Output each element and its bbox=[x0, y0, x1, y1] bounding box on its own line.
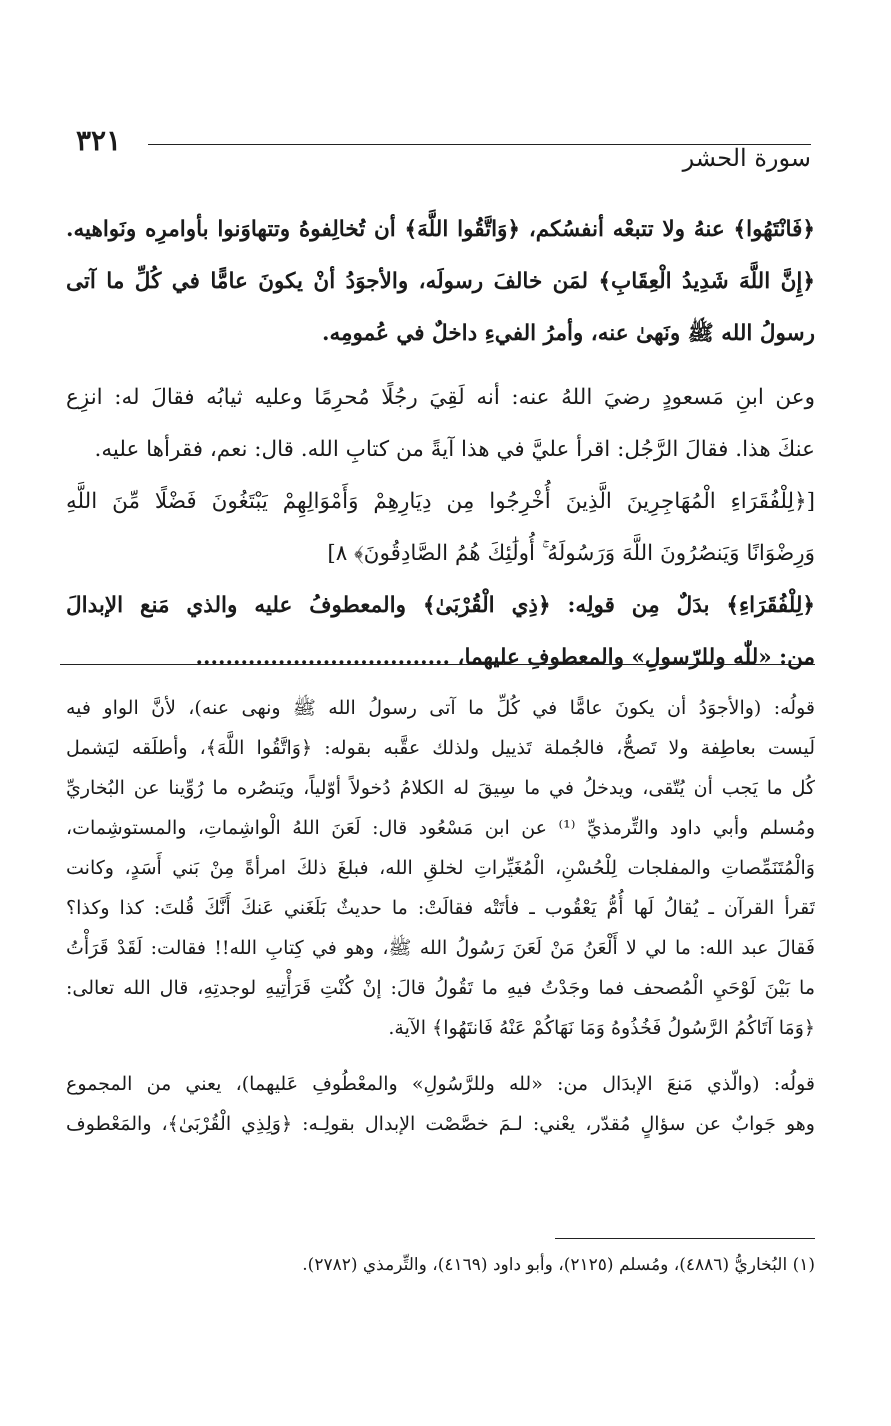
page-number: ٣٢١ bbox=[76, 124, 122, 157]
verse-line: وَرِضْوَانًا وَيَنصُرُونَ اللَّهَ وَرَسُولَهُ ۚ أُولَٰئِكَ هُمُ الصَّادِقُونَ﴾ ٨] bbox=[327, 541, 815, 566]
main-text bbox=[66, 204, 815, 684]
commentary-line: لَيست بعاطِفة ولا تَصحُّ، فالجُملة تَذييل ولذلك عقَّبه بقوله: ﴿وَاتَّقُوا اللَّهَ﴾، وأطلَقه ليَشمل bbox=[66, 737, 815, 759]
text-line: ﴿إِنَّ اللَّهَ شَدِيدُ الْعِقَابِ﴾ لمَن خالفَ رسولَه، والأجوَدُ أنْ يكونَ عامًّا في كُلِّ ما آتى bbox=[66, 269, 815, 294]
commentary-line: ﴿وَمَا آتَاكُمُ الرَّسُولُ فَخُذُوهُ وَمَا نَهَاكُمْ عَنْهُ فَانتَهُوا﴾ الآية. bbox=[388, 1017, 815, 1039]
footnote-rule bbox=[555, 1238, 815, 1239]
commentary-line: تَقرأ القرآن ـ يُقالُ لَها أُمُّ يَعْقُوب ـ فأتَتْه فقالَتْ: ما حديثٌ بَلَغَني عَنكَ أَنَّكَ قُلتَ: كذا وكذا؟ bbox=[66, 897, 815, 919]
separator-rule bbox=[60, 664, 815, 665]
text-line: رسولُ الله ﷺ ونَهىٰ عنه، وأمرُ الفيءِ داخلٌ في عُمومِه. bbox=[322, 321, 815, 346]
commentary-line: قولُه: (والأجوَدُ أن يكونَ عامًّا في كُلِّ ما آتى رسولُ الله ﷺ ونهى عنه)، لأنَّ الواو فيه bbox=[66, 697, 815, 719]
commentary-line: وهو جَوابٌ عن سؤالٍ مُقدّر، يعْني: لـمَ خصَّصْت الإبدال بقولِـه: ﴿وَلِذِي الْقُرْبَىٰ﴾، والمَعْطوف bbox=[66, 1113, 815, 1135]
text-line: ﴿فَانْتَهُوا﴾ عنهُ ولا تتبعْه أنفسُكم، ﴿وَاتَّقُوا اللَّهَ﴾ أن تُخالِفوهُ وتتهاوَنوا بأوامرِه ونَواهيه. bbox=[66, 217, 815, 242]
commentary-line: ومُسلم وأبي داود والتِّرمذيِّ ⁽¹⁾ عن ابن مَسْعُود قال: لَعَنَ اللهُ الْواشِماتِ، والمستوشِمات، bbox=[66, 817, 815, 839]
text-line: عنكَ هذا. فقالَ الرَّجُل: اقرأ عليَّ في هذا آيةً من كتابِ الله. قال: نعم، فقرأها عليه. bbox=[94, 437, 815, 462]
text-line: وعن ابنِ مَسعودٍ رضيَ اللهُ عنه: أنه لَقِيَ رجُلًا مُحرِمًا وعليه ثيابُه فقالَ له: انزِع bbox=[66, 385, 815, 410]
commentary-line: كُل ما يَجب أن يُتّقى، ويدخلُ في ما سِيقَ له الكلامُ دُخولاً أوّلياً، ويَنصُره ما رُوِّينا عن البُخاريِّ bbox=[66, 777, 815, 799]
footnote: (١) البُخاريُّ (٤٨٨٦)، ومُسلم (٢١٢٥)، وأبو داود (٤١٦٩)، والتِّرمذي (٢٧٨٢). bbox=[302, 1255, 815, 1275]
commentary-line: وَالْمُتَنَمِّصاتِ والمفلجات لِلْحُسْنِ، الْمُغَيِّراتِ لخلقِ الله، فبلغَ ذلكَ امرأةً مِنْ بَني أَسَدٍ، وكانت bbox=[66, 857, 815, 879]
commentary-text bbox=[66, 688, 815, 1144]
commentary-line: قولُه: (والّذي مَنعَ الإبدَال من: «لله وللرَّسُولِ» والمعْطُوفِ عَليهما)، يعني من المجموع bbox=[66, 1073, 815, 1095]
text-line: ﴿لِلْفُقَرَاءِ﴾ بدَلٌ مِن قولِه: ﴿ذِي الْقُرْبَىٰ﴾ والمعطوفُ عليه والذي مَنع الإبدالَ bbox=[66, 593, 815, 618]
text-line: من: «للّٰه وللرّسولِ» والمعطوفِ عليهما، .................................. bbox=[195, 645, 815, 670]
commentary-line: ما بَيْنَ لَوْحَيِ الْمُصحف فما وجَدْتُ فيهِ ما تَقُولُ قالَ: إنْ كُنْتِ قَرَأْتِيهِ لوجدتِهِ، قال الله تعالى: bbox=[66, 977, 815, 999]
running-header bbox=[70, 118, 811, 178]
commentary-line: فَقالَ عبد الله: ما لي لا أَلْعَنُ مَنْ لَعَنَ رَسُولُ الله ﷺ، وهو في كِتابِ الله!! فقالت: لَقَدْ قَرَأْتُ bbox=[66, 937, 815, 959]
surah-title: سورة الحشر bbox=[682, 144, 811, 172]
verse-line: [﴿لِلْفُقَرَاءِ الْمُهَاجِرِينَ الَّذِينَ أُخْرِجُوا مِن دِيَارِهِمْ وَأَمْوَالِهِمْ يَبْتَغُونَ فَضْلًا مِّنَ اللَّهِ bbox=[66, 489, 815, 514]
